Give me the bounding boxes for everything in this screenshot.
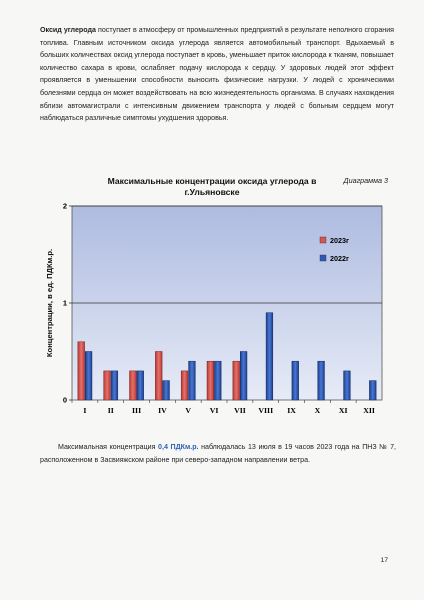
bar-2022 <box>344 371 351 400</box>
bar-2023 <box>181 371 188 400</box>
legend-swatch <box>320 255 326 261</box>
x-tick-label: VII <box>234 406 246 415</box>
x-tick-label: IV <box>158 406 167 415</box>
bar-2022 <box>266 313 273 400</box>
bar-2022 <box>214 361 221 400</box>
bar-2022 <box>85 352 92 401</box>
bar-2022 <box>189 361 196 400</box>
x-tick-label: XI <box>338 406 348 415</box>
bar-2022 <box>292 361 299 400</box>
legend-label: 2022г <box>330 254 349 263</box>
y-axis-label: Концентрации, в ед. ПДКм.р. <box>45 248 54 358</box>
bar-2023 <box>155 352 162 401</box>
bar-2023 <box>78 342 85 400</box>
x-tick-label: III <box>132 406 142 415</box>
chart-title-line-1: Максимальные концентрации оксида углерода в <box>107 176 317 186</box>
bar-2022 <box>137 371 144 400</box>
x-axis-ticks <box>72 400 375 415</box>
bar-2022 <box>369 381 376 400</box>
y-axis-ticks <box>63 202 72 405</box>
x-tick-label: I <box>83 406 87 415</box>
legend-swatch <box>320 237 326 243</box>
x-tick-label: XII <box>363 406 375 415</box>
y-tick-label: 0 <box>62 395 67 405</box>
legend-label: 2023г <box>330 236 349 245</box>
caption-prefix: Максимальная концентрация <box>58 443 159 451</box>
x-tick-label: II <box>107 406 114 415</box>
bar-2022 <box>163 381 170 400</box>
bar-2022 <box>240 352 247 401</box>
intro-paragraph <box>40 24 394 125</box>
x-tick-label: X <box>314 406 321 415</box>
bar-2023 <box>207 361 214 400</box>
x-tick-label: V <box>185 406 192 415</box>
max-concentration-value: 0,4 ПДКм.р. <box>158 443 199 451</box>
intro-body: поступает в атмосферу от промышленных предприятий в результате неполного сгорания топлива. Главным источником оксида углерода является автомобильный транспорт. Вдыхаемый в больших количествах оксид углерода поступает в кровь, уменьшает приток кислорода к тканям, повышает количество сахара в крови, ослабляет подачу кислорода к сердцу. У здоровых людей этот эффект проявляется в уменьшении способности выносить физические нагрузки. У людей с хроническими болезнями сердца он может воздействовать на всю жизнедеятельность организма. В случаях нахождения вблизи автомагистрали с интенсивным движением транспорта у людей с больным сердцем могут наблюдаться различные симптомы ухудшения здоровья. <box>40 26 395 123</box>
intro-term: Оксид углерода <box>40 26 96 34</box>
diagram-label: Диаграмма 3 <box>343 176 388 185</box>
y-tick-label: 1 <box>62 298 67 308</box>
bar-2023 <box>104 371 111 400</box>
x-tick-label: VI <box>209 406 219 415</box>
x-tick-label: VIII <box>258 406 274 415</box>
bar-2023 <box>130 371 137 400</box>
bar-2022 <box>318 361 325 400</box>
bar-2023 <box>233 361 240 400</box>
caption-suffix: наблюдалась 13 июля в 19 часов 2023 года на ПНЗ № 7, расположенном в Засвияжском районе при северо-западном направлении ветра. <box>40 443 396 464</box>
caption-paragraph <box>40 441 396 467</box>
chart-title-line-2: г.Ульяновске <box>184 187 240 197</box>
page-number: 17 <box>380 557 388 564</box>
bar-2022 <box>111 371 118 400</box>
x-tick-label: IX <box>287 406 296 415</box>
y-tick-label: 2 <box>62 201 67 211</box>
